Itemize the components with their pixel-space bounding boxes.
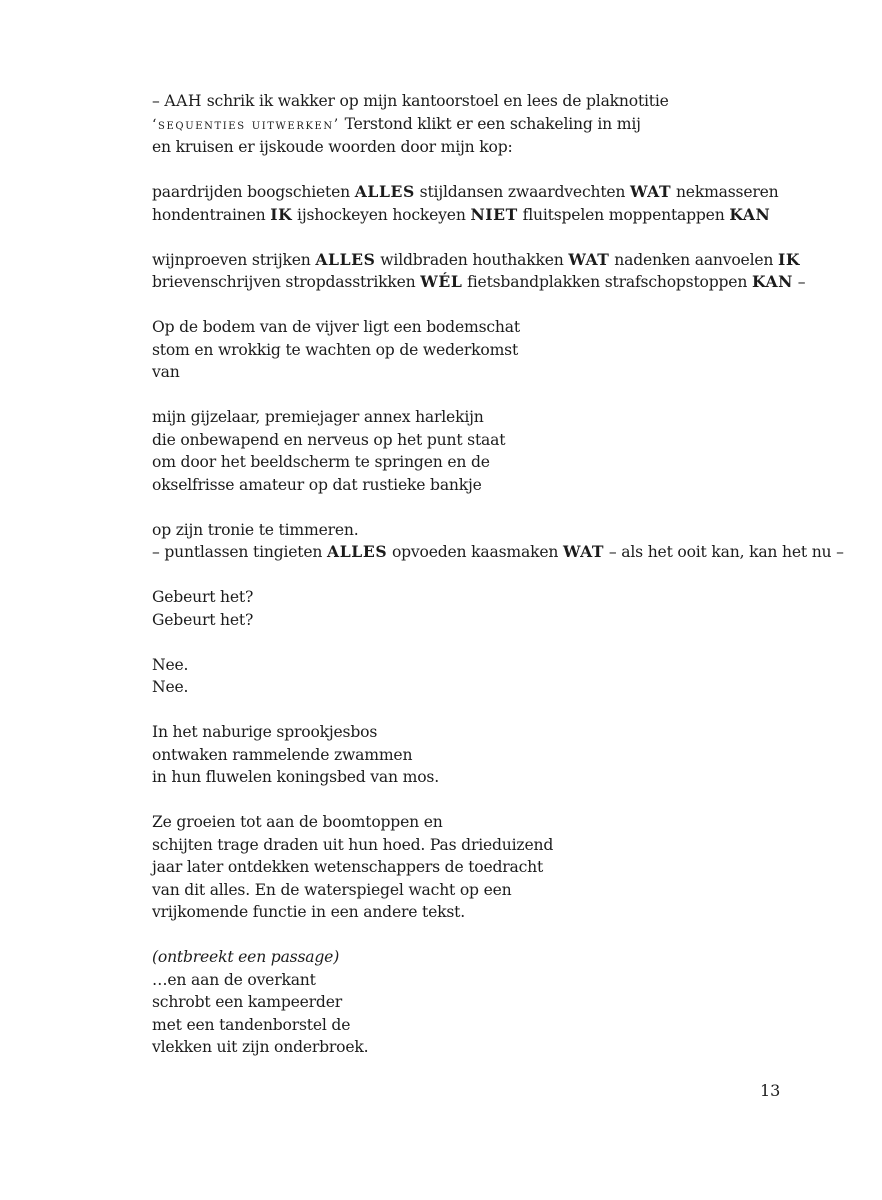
emphasis-word: (ontbreekt een passage) <box>152 948 340 966</box>
emphasis-word: WAT <box>562 542 605 561</box>
text-segment: wijnproeven strijken <box>152 250 316 269</box>
text-line <box>152 113 832 137</box>
emphasis-word: IK <box>270 204 293 224</box>
text-line <box>152 766 832 789</box>
emphasis-word: NIET <box>470 204 518 224</box>
text-segment: schrik ik wakker op mijn kantoorstoel en lees de plaknotitie <box>201 92 669 110</box>
text-segment: …en aan de overkant <box>152 970 316 989</box>
text-line <box>152 316 832 339</box>
text-segment: In het naburige sprookjesbos <box>152 723 378 741</box>
text-line <box>152 586 832 609</box>
text-segment: Ze groeien tot aan de boomtoppen en <box>152 813 443 831</box>
text-segment: paardrijden boogschieten <box>152 183 355 201</box>
text-segment: stijldansen zwaardvechten <box>414 183 631 201</box>
text-line <box>152 811 832 834</box>
text-line <box>152 90 832 113</box>
text-segment: opvoeden kaasmaken <box>387 543 563 561</box>
text-line <box>152 519 832 542</box>
text-segment: in hun fluwelen koningsbed van mos. <box>152 768 439 786</box>
stanza <box>152 586 832 631</box>
text-line <box>152 856 832 879</box>
text-line <box>152 429 832 452</box>
text-line <box>152 1014 832 1037</box>
text-line <box>152 249 832 272</box>
text-line <box>152 991 832 1014</box>
page-number: 13 <box>760 1081 781 1100</box>
emphasis-word: KAN <box>751 272 794 291</box>
text-segment: – <box>793 273 806 291</box>
text-line <box>152 204 832 227</box>
emphasis-word: ALLES <box>354 182 415 201</box>
stanza <box>152 654 832 699</box>
text-segment: jaar later ontdekken wetenschappers de toedracht <box>152 858 544 876</box>
text-segment: – <box>152 92 165 110</box>
stanza <box>152 90 832 159</box>
stanza <box>152 249 832 294</box>
text-segment: brievenschrijven stropdasstrikken <box>152 273 421 291</box>
text-segment: mijn gijzelaar, premiejager annex harlekijn <box>152 408 484 426</box>
emphasis-word: WAT <box>568 249 610 269</box>
text-segment: wildbraden houthakken <box>375 250 569 269</box>
poem-text <box>152 90 844 1081</box>
text-segment: okselfrisse amateur op dat rustieke bankje <box>152 475 482 494</box>
text-line <box>152 474 832 497</box>
text-segment: fluitspelen moppentappen <box>517 205 730 224</box>
text-segment: schijten trage draden uit hun hoed. Pas drieduizend <box>152 835 554 854</box>
text-segment: fietsbandplakken strafschopstoppen <box>462 273 752 291</box>
stanza <box>152 406 832 496</box>
text-line <box>152 654 832 677</box>
text-segment: schrobt een kampeerder <box>152 993 342 1011</box>
stanza <box>152 721 832 789</box>
text-segment: van dit alles. En de waterspiegel wacht op een <box>152 880 512 899</box>
text-line <box>152 136 832 159</box>
text-segment: nekmasseren <box>671 183 779 201</box>
text-line <box>152 339 832 362</box>
text-segment: van <box>152 363 180 381</box>
emphasis-word: KAN <box>729 204 771 224</box>
emphasis-word: ALLES <box>327 542 388 561</box>
text-line <box>152 406 832 429</box>
text-segment: vlekken uit zijn onderbroek. <box>152 1038 369 1056</box>
text-segment: met een tandenborstel de <box>152 1015 351 1034</box>
text-segment: stom en wrokkig te wachten op de wederkomst <box>152 340 519 359</box>
text-segment: Terstond klikt er een schakeling in mij <box>339 114 641 133</box>
text-segment: Op de bodem van de vijver ligt een bodemschat <box>152 318 520 336</box>
emphasis-word: WAT <box>630 182 672 201</box>
text-line <box>152 946 832 969</box>
text-line <box>152 361 832 384</box>
text-line <box>152 721 832 744</box>
text-line <box>152 1036 832 1059</box>
text-segment: ijshockeyen hockeyen <box>292 205 471 224</box>
emphasis-word: ‘sequenties uitwerken’ <box>152 116 340 133</box>
text-segment: nadenken aanvoelen <box>609 250 779 269</box>
text-segment: die onbewapend en nerveus op het punt staat <box>152 430 506 449</box>
text-segment: vrijkomende functie in een andere tekst. <box>152 903 465 921</box>
text-line <box>152 744 832 767</box>
text-segment: Gebeurt het? <box>152 610 254 629</box>
text-line <box>152 609 832 632</box>
stanza <box>152 811 832 924</box>
text-line <box>152 834 832 857</box>
stanza <box>152 181 832 226</box>
emphasis-word: IK <box>778 249 801 269</box>
text-line <box>152 451 832 474</box>
text-line <box>152 271 832 294</box>
text-line <box>152 879 832 902</box>
text-segment: Nee. <box>152 678 189 696</box>
text-line <box>152 181 832 204</box>
emphasis-word: ALLES <box>315 249 376 269</box>
text-segment: – puntlassen tingieten <box>152 543 327 561</box>
text-segment: hondentrainen <box>152 205 271 224</box>
text-segment: om door het beeldscherm te springen en de <box>152 453 490 471</box>
stanza <box>152 519 844 564</box>
text-line <box>152 969 832 992</box>
text-segment: – als het ooit kan, kan het nu – <box>604 543 844 561</box>
text-line <box>152 901 832 924</box>
text-line <box>152 541 844 564</box>
emphasis-word: AAH <box>164 92 202 110</box>
stanza <box>152 316 832 384</box>
text-segment: Gebeurt het? <box>152 588 254 606</box>
text-segment: ontwaken rammelende zwammen <box>152 745 413 764</box>
text-segment: op zijn tronie te timmeren. <box>152 520 359 539</box>
text-segment: Nee. <box>152 655 189 674</box>
text-segment: en kruisen er ijskoude woorden door mijn kop: <box>152 138 513 156</box>
text-line <box>152 676 832 699</box>
emphasis-word: WÉL <box>420 272 463 291</box>
stanza <box>152 946 832 1059</box>
